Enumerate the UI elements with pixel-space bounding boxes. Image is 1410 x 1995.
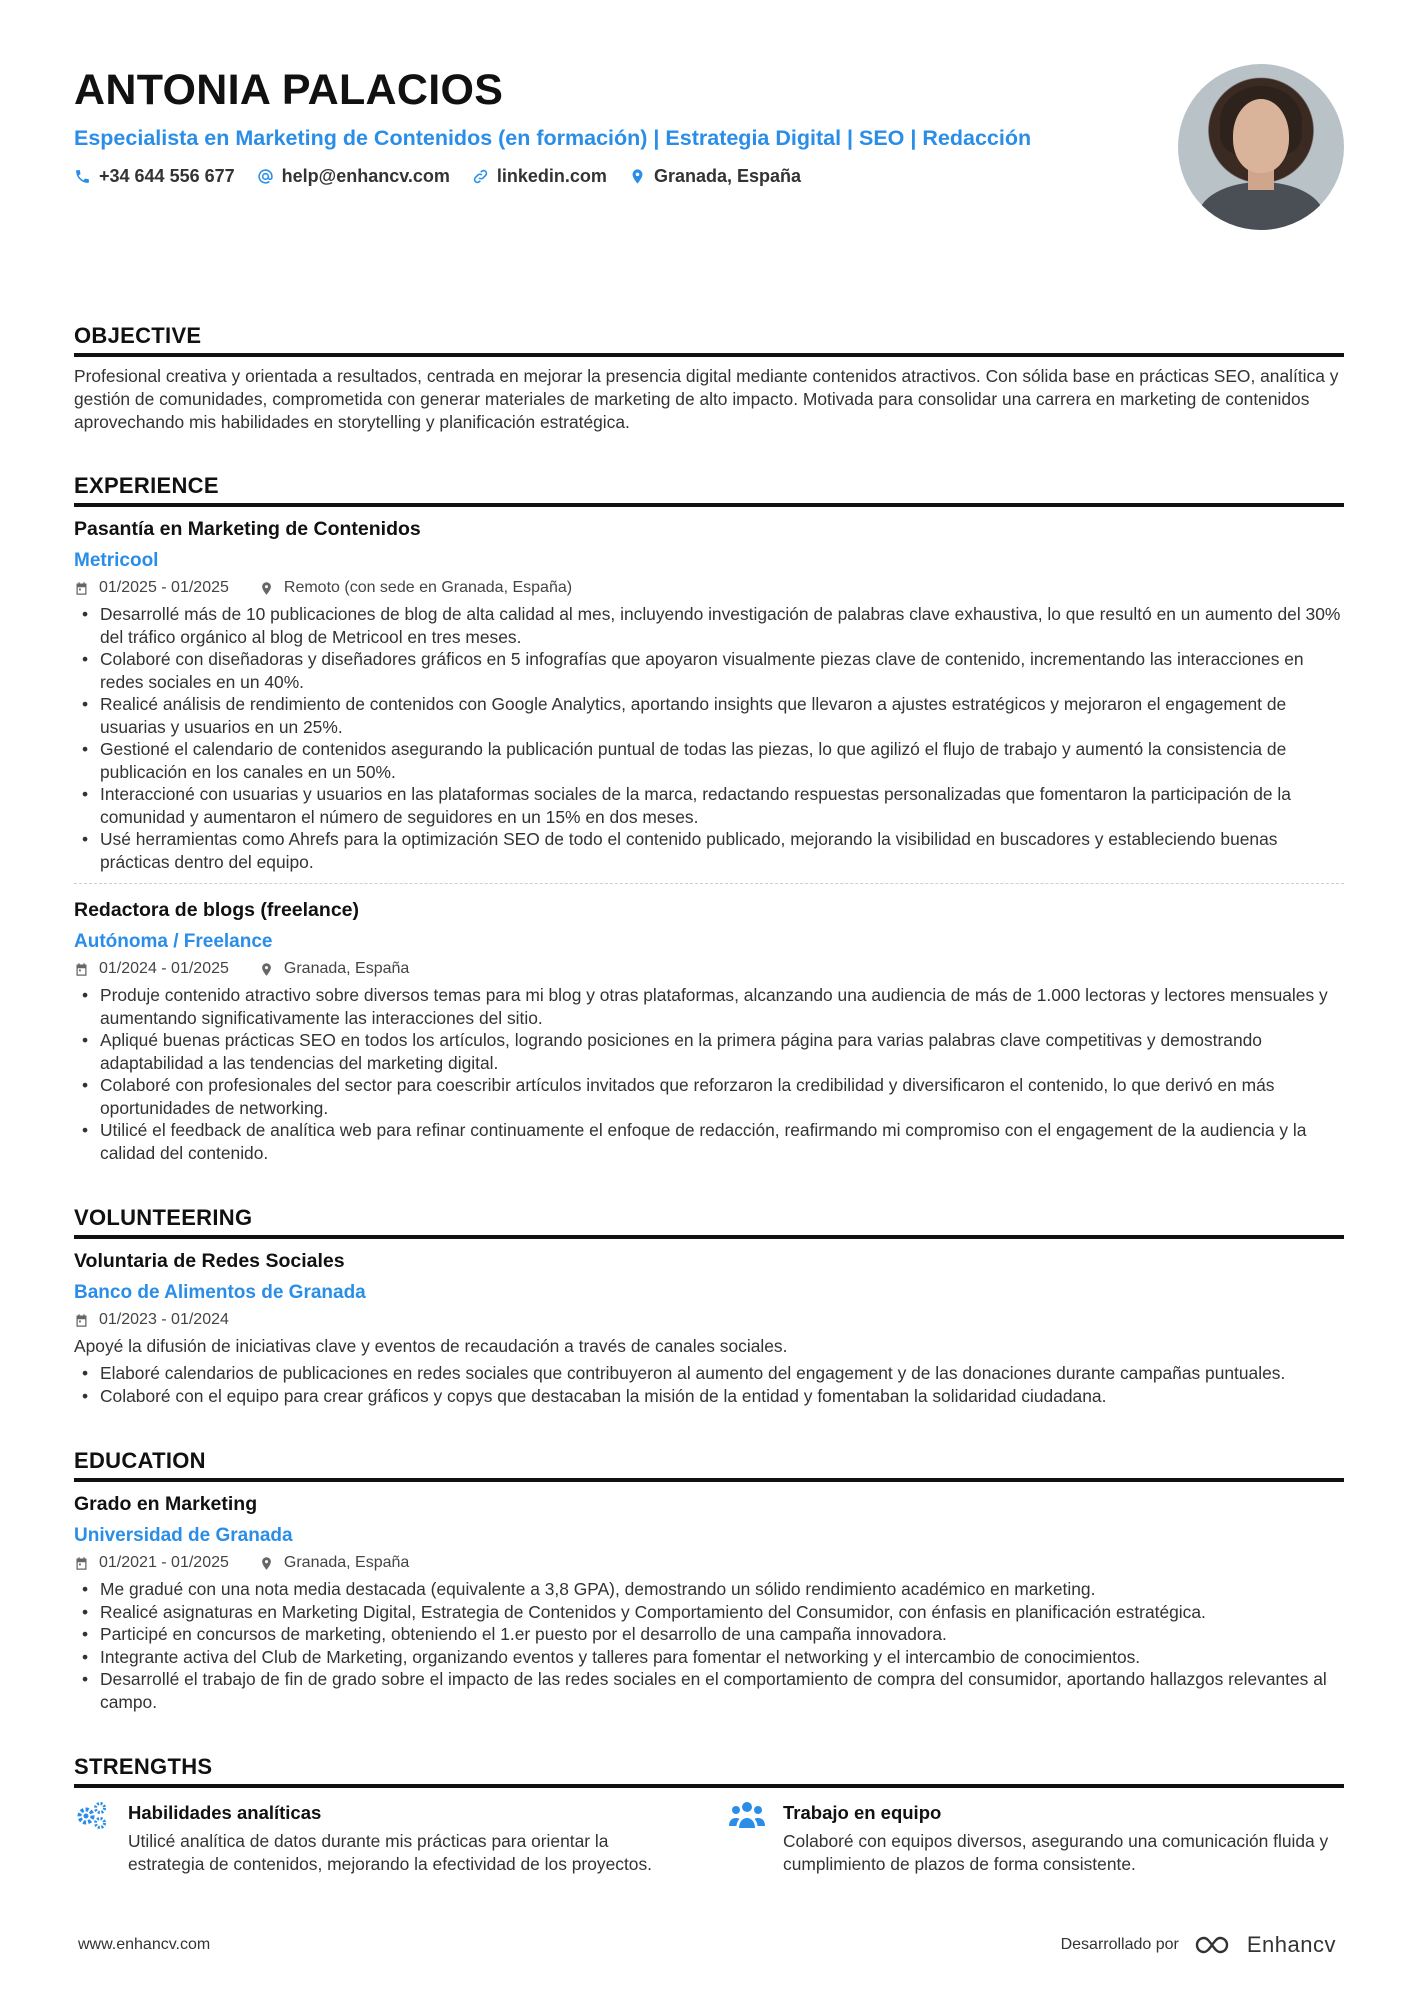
resume-page bbox=[74, 62, 1344, 1875]
volunteer-org: Banco de Alimentos de Granada bbox=[74, 1282, 366, 1303]
contact-phone[interactable] bbox=[74, 166, 235, 187]
list-item: • Realicé análisis de rendimiento de contenidos con Google Analytics, aportando insights que llevaron a ajustes estratégicos y mejoraron el engagement de usuarias y usuarios en un 25%. bbox=[74, 693, 1344, 738]
section-title-objective: OBJECTIVE bbox=[74, 322, 1344, 357]
team-icon bbox=[729, 1800, 765, 1836]
email-text: help@enhancv.com bbox=[281, 166, 450, 186]
list-item: • Utilicé el feedback de analítica web para refinar continuamente el enfoque de redacción, reafirmando mi compromiso con el engagement de la audiencia y la calidad del contenido. bbox=[74, 1119, 1344, 1164]
job-location: Granada, España bbox=[283, 960, 410, 977]
section-title-volunteering: VOLUNTEERING bbox=[74, 1204, 1344, 1239]
list-item: • Elaboré calendarios de publicaciones en redes sociales que contribuyeron al aumento del engagement y de las donaciones durante campañas puntuales. bbox=[74, 1362, 1344, 1385]
job-bullets bbox=[74, 603, 1344, 873]
phone-icon bbox=[74, 168, 91, 185]
education-dates: 01/2021 - 01/2025 bbox=[99, 1554, 229, 1571]
company-name: Autónoma / Freelance bbox=[74, 931, 273, 952]
location-icon bbox=[629, 168, 646, 185]
section-title-strengths: STRENGTHS bbox=[74, 1753, 1344, 1788]
volunteer-dates: 01/2023 - 01/2024 bbox=[99, 1311, 229, 1328]
powered-by bbox=[1061, 1932, 1336, 1958]
contact-linkedin[interactable] bbox=[472, 166, 607, 187]
degree-title: Grado en Marketing bbox=[74, 1493, 258, 1515]
at-icon bbox=[257, 168, 274, 185]
volunteering-section bbox=[74, 1204, 1344, 1407]
page-footer bbox=[78, 1932, 1336, 1958]
strength-item bbox=[74, 1800, 689, 1875]
list-item: • Colaboré con diseñadoras y diseñadores gráficos en 5 infografías que apoyaron visualmente piezas clave de contenido, incrementando las interacciones en redes sociales en un 40%. bbox=[74, 648, 1344, 693]
contact-location bbox=[629, 166, 801, 187]
volunteer-summary: Apoyé la difusión de iniciativas clave y eventos de recaudación a través de canales sociales. bbox=[74, 1336, 788, 1356]
education-location: Granada, España bbox=[283, 1554, 410, 1571]
list-item: • Realicé asignaturas en Marketing Digital, Estrategia de Contenidos y Comportamiento del Consumidor, con énfasis en planificación estratégica. bbox=[74, 1601, 1344, 1624]
objective-text: Profesional creativa y orientada a resultados, centrada en mejorar la presencia digital mediante contenidos atractivos. Con sólida base en prácticas SEO, analítica y gestión de comunidades, comprometida con generar materiales de marketing de alto impacto. Motivada para consolidar una carrera en marketing de contenidos aprovechando mis habilidades en storytelling y planificación estratégica. bbox=[74, 366, 1339, 432]
job-location: Remoto (con sede en Granada, España) bbox=[283, 579, 573, 596]
footer-website-link[interactable]: www.enhancv.com bbox=[78, 1936, 211, 1953]
strengths-section bbox=[74, 1753, 1344, 1875]
job-dates: 01/2024 - 01/2025 bbox=[99, 960, 229, 977]
list-item: • Integrante activa del Club de Marketing, organizando eventos y talleres para fomentar el networking y el intercambio de conocimientos. bbox=[74, 1646, 1344, 1669]
job-meta bbox=[74, 577, 1344, 599]
education-bullets bbox=[74, 1578, 1344, 1713]
education-meta bbox=[74, 1552, 1344, 1574]
resume-header bbox=[74, 62, 1344, 252]
link-icon bbox=[472, 168, 489, 185]
experience-section bbox=[74, 472, 1344, 1164]
strength-item bbox=[729, 1800, 1344, 1875]
job-title: Pasantía en Marketing de Contenidos bbox=[74, 518, 421, 540]
school-name: Universidad de Granada bbox=[74, 1525, 293, 1546]
calendar-icon bbox=[74, 1556, 89, 1571]
strength-description: Utilicé analítica de datos durante mis prácticas para orientar la estrategia de contenidos, mejorando la efectividad de los proyectos. bbox=[128, 1831, 652, 1874]
education-section bbox=[74, 1447, 1344, 1713]
location-icon bbox=[259, 1556, 274, 1571]
section-title-experience: EXPERIENCE bbox=[74, 472, 1344, 507]
contact-email[interactable] bbox=[257, 166, 450, 187]
volunteer-role: Voluntaria de Redes Sociales bbox=[74, 1250, 345, 1272]
list-item: • Colaboré con el equipo para crear gráficos y copys que destacaban la misión de la entidad y fomentaban la solidaridad ciudadana. bbox=[74, 1385, 1344, 1408]
brand-name: Enhancv bbox=[1246, 1932, 1336, 1957]
linkedin-text: linkedin.com bbox=[496, 166, 607, 186]
location-icon bbox=[259, 962, 274, 977]
strength-title: Habilidades analíticas bbox=[128, 1802, 322, 1823]
gears-icon bbox=[74, 1800, 110, 1836]
job-meta bbox=[74, 958, 1344, 980]
phone-text: +34 644 556 677 bbox=[99, 166, 235, 186]
list-item: • Produje contenido atractivo sobre diversos temas para mi blog y otras plataformas, alcanzando una audiencia de más de 1.000 lectoras y lectores mensuales y aumentando significativamente las interacciones del sitio. bbox=[74, 984, 1344, 1029]
calendar-icon bbox=[74, 962, 89, 977]
calendar-icon bbox=[74, 1313, 89, 1328]
list-item: • Desarrollé el trabajo de fin de grado sobre el impacto de las redes sociales en el comportamiento de compra del consumidor, aportando hallazgos relevantes al campo. bbox=[74, 1668, 1344, 1713]
powered-by-label: Desarrollado por bbox=[1060, 1936, 1179, 1953]
objective-section bbox=[74, 322, 1344, 434]
strength-description: Colaboré con equipos diversos, asegurando una comunicación fluida y cumplimiento de plazos de forma consistente. bbox=[783, 1831, 1329, 1874]
strengths-grid bbox=[74, 1800, 1344, 1875]
volunteer-bullets bbox=[74, 1362, 1344, 1407]
calendar-icon bbox=[74, 581, 89, 596]
list-item: • Gestioné el calendario de contenidos asegurando la publicación puntual de todas las piezas, lo que agilizó el flujo de trabajo y aumentó la consistencia de publicación en los canales en un 50%. bbox=[74, 738, 1344, 783]
enhancv-logo-icon bbox=[1193, 1933, 1239, 1957]
strength-title: Trabajo en equipo bbox=[783, 1802, 942, 1823]
experience-entry bbox=[74, 896, 1344, 1164]
candidate-name: ANTONIA PALACIOS bbox=[74, 66, 504, 114]
list-item: • Colaboré con profesionales del sector para coescribir artículos invitados que reforzaron la credibilidad y diversificaron el contenido, lo que derivó en más oportunidades de networking. bbox=[74, 1074, 1344, 1119]
job-title: Redactora de blogs (freelance) bbox=[74, 899, 359, 921]
contact-row bbox=[74, 166, 1344, 187]
list-item: • Usé herramientas como Ahrefs para la optimización SEO de todo el contenido publicado, mejorando la visibilidad en buscadores y estableciendo buenas prácticas dentro del equipo. bbox=[74, 828, 1344, 873]
list-item: • Apliqué buenas prácticas SEO en todos los artículos, logrando posiciones en la primera página para varias palabras clave competitivas y demostrando adaptabilidad a las tendencias del marketing digital. bbox=[74, 1029, 1344, 1074]
job-bullets bbox=[74, 984, 1344, 1164]
section-title-education: EDUCATION bbox=[74, 1447, 1344, 1482]
location-text: Granada, España bbox=[653, 166, 801, 186]
experience-entry bbox=[74, 515, 1344, 873]
profile-photo bbox=[1178, 64, 1344, 230]
location-icon bbox=[259, 581, 274, 596]
company-name: Metricool bbox=[74, 550, 159, 571]
volunteer-meta bbox=[74, 1309, 1344, 1331]
entry-divider bbox=[74, 883, 1344, 884]
job-dates: 01/2025 - 01/2025 bbox=[99, 579, 229, 596]
list-item: • Me gradué con una nota media destacada (equivalente a 3,8 GPA), demostrando un sólido rendimiento académico en marketing. bbox=[74, 1578, 1344, 1601]
brand-logo[interactable] bbox=[1193, 1932, 1336, 1958]
list-item: • Participé en concursos de marketing, obteniendo el 1.er puesto por el desarrollo de una campaña innovadora. bbox=[74, 1623, 1344, 1646]
list-item: • Desarrollé más de 10 publicaciones de blog de alta calidad al mes, incluyendo investigación de palabras clave exhaustiva, lo que resultó en un aumento del 30% del tráfico orgánico al blog de Metricool en tres meses. bbox=[74, 603, 1344, 648]
list-item: • Interaccioné con usuarias y usuarios en las plataformas sociales de la marca, redactando respuestas personalizadas que fomentaron la participación de la comunidad y aumentaron el número de seguidores en un 15% en dos meses. bbox=[74, 783, 1344, 828]
candidate-headline: Especialista en Marketing de Contenidos (en formación) | Estrategia Digital | SEO | Redacción bbox=[74, 126, 1032, 150]
